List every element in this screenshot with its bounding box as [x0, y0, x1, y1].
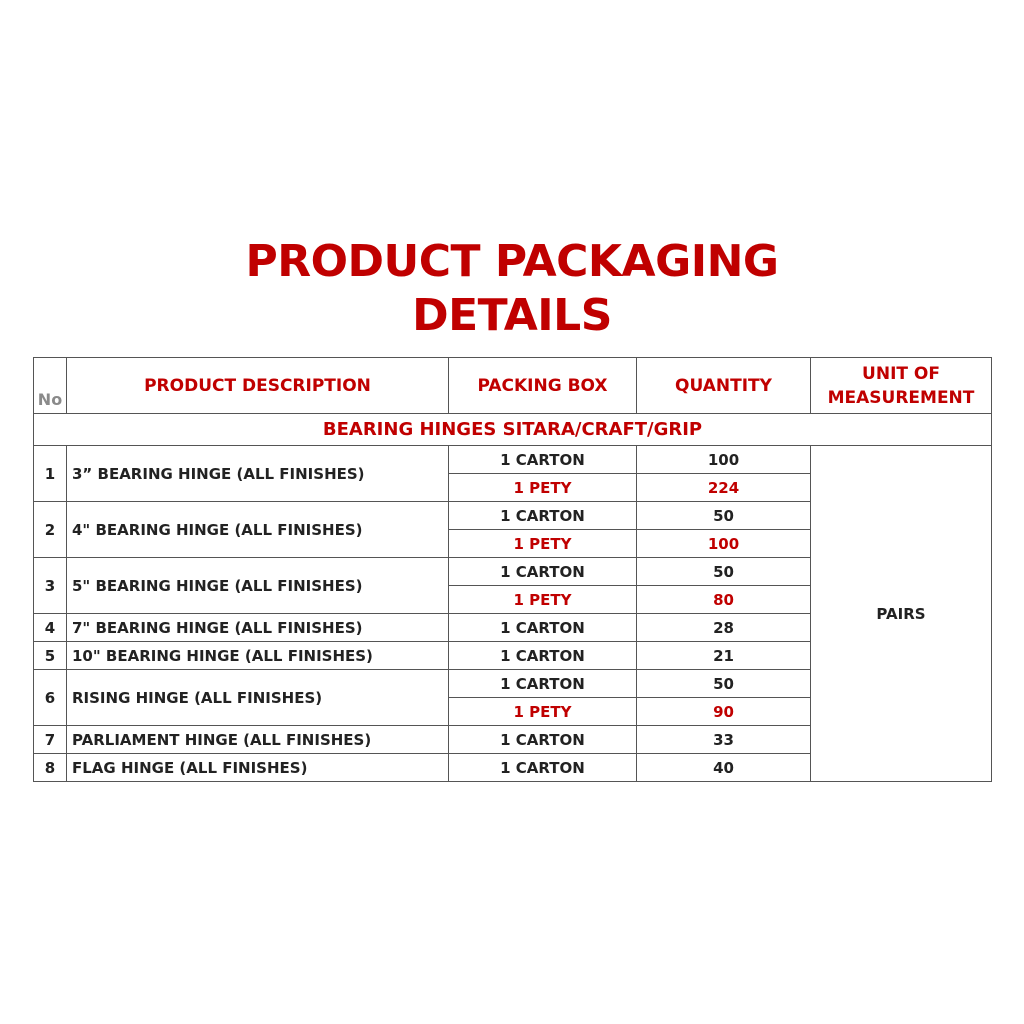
row-number: 7 [34, 726, 67, 754]
header-unit-of-measurement [811, 358, 992, 414]
quantity-cell: 50 [637, 670, 811, 698]
quantity-cell: 50 [637, 558, 811, 586]
row-number: 4 [34, 614, 67, 642]
quantity-cell: 28 [637, 614, 811, 642]
quantity-cell: 21 [637, 642, 811, 670]
quantity-cell: 90 [637, 698, 811, 726]
header-packing-box: PACKING BOX [449, 358, 637, 414]
page-title-line-1: PRODUCT PACKAGING [245, 236, 779, 287]
row-number: 5 [34, 642, 67, 670]
header-product-description: PRODUCT DESCRIPTION [67, 358, 449, 414]
quantity-cell: 80 [637, 586, 811, 614]
table-row [34, 446, 992, 474]
packing-box-cell: 1 PETY [449, 474, 637, 502]
quantity-cell: 100 [637, 530, 811, 558]
page-title-line-2: DETAILS [412, 290, 612, 341]
product-description: 3” BEARING HINGE (ALL FINISHES) [67, 446, 449, 502]
packing-box-cell: 1 CARTON [449, 726, 637, 754]
row-number: 6 [34, 670, 67, 726]
quantity-cell: 40 [637, 754, 811, 782]
section-row [34, 414, 992, 446]
packing-box-cell: 1 CARTON [449, 670, 637, 698]
product-description: PARLIAMENT HINGE (ALL FINISHES) [67, 726, 449, 754]
product-description: RISING HINGE (ALL FINISHES) [67, 670, 449, 726]
table-body [34, 414, 992, 782]
product-description: 10" BEARING HINGE (ALL FINISHES) [67, 642, 449, 670]
packing-box-cell: 1 PETY [449, 586, 637, 614]
packing-box-cell: 1 CARTON [449, 502, 637, 530]
row-number: 1 [34, 446, 67, 502]
packaging-table [33, 357, 992, 782]
header-quantity: QUANTITY [637, 358, 811, 414]
table-header-row [34, 358, 992, 414]
quantity-cell: 100 [637, 446, 811, 474]
product-description: 5" BEARING HINGE (ALL FINISHES) [67, 558, 449, 614]
packing-box-cell: 1 CARTON [449, 446, 637, 474]
row-number: 2 [34, 502, 67, 558]
product-description: 7" BEARING HINGE (ALL FINISHES) [67, 614, 449, 642]
packing-box-cell: 1 PETY [449, 698, 637, 726]
unit-of-measurement-cell: PAIRS [811, 446, 992, 782]
row-number: 8 [34, 754, 67, 782]
packing-box-cell: 1 CARTON [449, 754, 637, 782]
packing-box-cell: 1 CARTON [449, 642, 637, 670]
packing-box-cell: 1 CARTON [449, 614, 637, 642]
quantity-cell: 224 [637, 474, 811, 502]
quantity-cell: 50 [637, 502, 811, 530]
row-number: 3 [34, 558, 67, 614]
header-no: No [34, 358, 67, 414]
section-title: BEARING HINGES SITARA/CRAFT/GRIP [34, 414, 992, 446]
product-description: FLAG HINGE (ALL FINISHES) [67, 754, 449, 782]
page-title [0, 235, 1024, 343]
product-description: 4" BEARING HINGE (ALL FINISHES) [67, 502, 449, 558]
packing-box-cell: 1 CARTON [449, 558, 637, 586]
quantity-cell: 33 [637, 726, 811, 754]
header-uom-line-2: MEASUREMENT [827, 387, 975, 408]
packing-box-cell: 1 PETY [449, 530, 637, 558]
header-uom-line-1: UNIT OF [862, 363, 940, 384]
